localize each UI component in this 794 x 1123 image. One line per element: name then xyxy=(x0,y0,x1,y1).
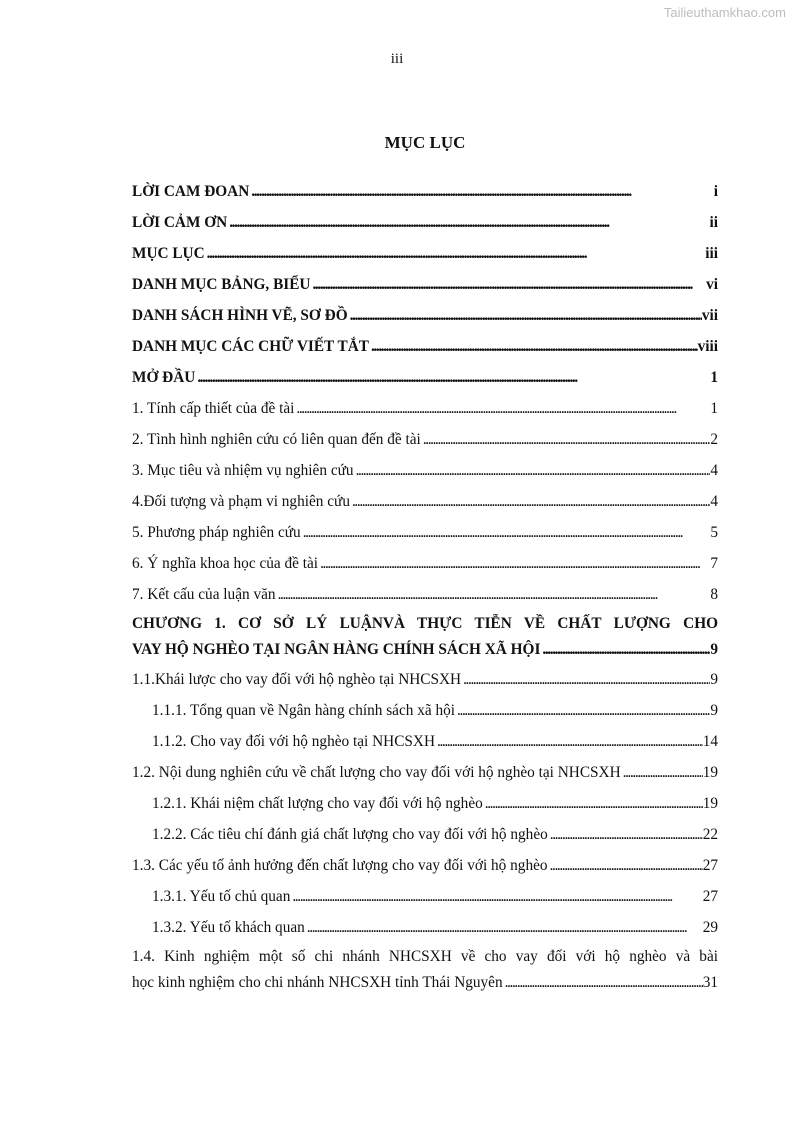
dot-leader xyxy=(249,182,713,202)
toc-entry[interactable] xyxy=(132,668,718,690)
toc-entry-page: 1 xyxy=(710,400,718,417)
toc-entry[interactable] xyxy=(152,792,718,814)
toc-entry-label: học kinh nghiệm cho chi nhánh NHCSXH tỉnh Thái Nguyên xyxy=(132,974,503,991)
dot-leader xyxy=(310,275,706,295)
toc-section-line1[interactable]: 1.4. Kinh nghiệm một số chi nhánh NHCSXH về cho vay đối với hộ nghèo và bài xyxy=(132,948,718,965)
dot-leader xyxy=(421,430,711,450)
toc-entry-page: 2 xyxy=(710,431,718,448)
dot-leader xyxy=(503,973,703,993)
toc-chapter-line1[interactable]: CHƯƠNG 1. CƠ SỞ LÝ LUẬNVÀ THỰC TIỄN VỀ CHẤT LƯỢNG CHO xyxy=(132,615,718,632)
toc-entry[interactable] xyxy=(152,699,718,721)
toc-entry-label: LỜI CAM ĐOAN xyxy=(132,183,250,200)
toc-entry[interactable] xyxy=(132,211,718,233)
toc-entry[interactable] xyxy=(132,397,718,419)
page-number: iii xyxy=(390,51,404,67)
toc-entry-page: ii xyxy=(709,214,718,231)
toc-entry-page: 9 xyxy=(710,671,718,688)
toc-entry-label: 1.2. Nội dung nghiên cứu về chất lượng cho vay đối với hộ nghèo tại NHCSXH xyxy=(132,764,621,781)
toc-entry-page: 19 xyxy=(702,764,718,781)
toc-entry[interactable] xyxy=(132,242,718,264)
toc-entry-label: DANH SÁCH HÌNH VẼ, SƠ ĐỒ xyxy=(132,307,348,324)
dot-leader xyxy=(455,701,710,721)
dot-leader xyxy=(483,794,703,814)
dot-leader xyxy=(354,461,711,481)
toc-entry-label: MỞ ĐẦU xyxy=(132,369,196,386)
dot-leader xyxy=(301,523,711,543)
dot-leader xyxy=(305,918,703,938)
toc-entry[interactable] xyxy=(132,459,718,481)
toc-entry-label: DANH MỤC BẢNG, BIỂU xyxy=(132,276,311,293)
toc-entry-label: 1.2.2. Các tiêu chí đánh giá chất lượng cho vay đối với hộ nghèo xyxy=(152,826,548,843)
toc-entry-page: 19 xyxy=(702,795,718,812)
toc-entry[interactable] xyxy=(132,428,718,450)
toc-entry-page: iii xyxy=(705,245,718,262)
toc-entry[interactable] xyxy=(132,335,718,357)
toc-entry[interactable] xyxy=(132,180,718,202)
page-title: MỤC LỤC xyxy=(384,133,466,152)
toc-entry-page: 4 xyxy=(710,462,718,479)
dot-leader xyxy=(461,670,710,690)
toc-entry-label: 7. Kết cấu của luận văn xyxy=(132,586,276,603)
dot-leader xyxy=(205,244,706,264)
toc-entry-page: 29 xyxy=(702,919,718,936)
toc-entry-page: vii xyxy=(701,307,718,324)
toc-entry-page: 27 xyxy=(702,888,718,905)
toc-entry[interactable] xyxy=(132,971,718,993)
dot-leader xyxy=(276,585,711,605)
toc-entry-label: 1.3.1. Yếu tố chủ quan xyxy=(152,888,291,905)
toc-entry-page: 9 xyxy=(710,641,718,658)
toc-entry[interactable] xyxy=(132,638,718,660)
dot-leader xyxy=(290,887,702,907)
dot-leader xyxy=(348,306,702,326)
toc-entry[interactable] xyxy=(152,823,718,845)
dot-leader xyxy=(548,856,703,876)
toc-entry-page: 27 xyxy=(702,857,718,874)
toc-entry-label: 6. Ý nghĩa khoa học của đề tài xyxy=(132,555,319,572)
toc-entry-label: DANH MỤC CÁC CHỮ VIẾT TẮT xyxy=(132,338,369,355)
toc-entry-label: 4.Đối tượng và phạm vi nghiên cứu xyxy=(132,493,350,510)
dot-leader xyxy=(435,732,703,752)
toc-entry-label: 1.1.Khái lược cho vay đối với hộ nghèo tại NHCSXH xyxy=(132,671,462,688)
toc-entry[interactable] xyxy=(132,761,718,783)
dot-leader xyxy=(227,213,709,233)
toc-entry-page: i xyxy=(713,183,718,200)
toc-entry-label: 2. Tình hình nghiên cứu có liên quan đến đề tài xyxy=(132,431,421,448)
toc-entry-page: 31 xyxy=(702,974,718,991)
toc-entry-page: vi xyxy=(706,276,718,293)
watermark: Tailieuthamkhao.com xyxy=(663,5,786,20)
toc-entry[interactable] xyxy=(132,273,718,295)
dot-leader xyxy=(195,368,710,388)
toc-entry-label: 1.3. Các yếu tố ảnh hưởng đến chất lượng cho vay đối với hộ nghèo xyxy=(132,857,548,874)
toc-entry-page: 22 xyxy=(702,826,718,843)
dot-leader xyxy=(548,825,703,845)
toc-entry-label: 3. Mục tiêu và nhiệm vụ nghiên cứu xyxy=(132,462,354,479)
toc-entry-label: 1.3.2. Yếu tố khách quan xyxy=(152,919,305,936)
toc-entry[interactable] xyxy=(132,490,718,512)
toc-entry-label: 1. Tính cấp thiết của đề tài xyxy=(132,400,295,417)
toc-entry[interactable] xyxy=(132,366,718,388)
toc-entry-page: 4 xyxy=(710,493,718,510)
toc-entry-label: VAY HỘ NGHÈO TẠI NGÂN HÀNG CHÍNH SÁCH XÃ HỘI xyxy=(132,641,541,658)
toc-entry[interactable] xyxy=(132,521,718,543)
toc-entry[interactable] xyxy=(132,552,718,574)
dot-leader xyxy=(540,640,710,660)
toc-entry[interactable] xyxy=(132,583,718,605)
toc-entry[interactable] xyxy=(152,885,718,907)
toc-entry-label: LỜI CẢM ƠN xyxy=(132,214,228,231)
toc-entry-label: 1.2.1. Khái niệm chất lượng cho vay đối với hộ nghèo xyxy=(152,795,483,812)
toc-entry-label: 5. Phương pháp nghiên cứu xyxy=(132,524,301,541)
dot-leader xyxy=(369,337,698,357)
toc-entry-label: 1.1.2. Cho vay đối với hộ nghèo tại NHCSXH xyxy=(152,733,435,750)
toc-entry-page: 1 xyxy=(710,369,718,386)
dot-leader xyxy=(350,492,710,512)
dot-leader xyxy=(318,554,710,574)
toc-entry-label: MỤC LỤC xyxy=(132,245,205,262)
dot-leader xyxy=(294,399,710,419)
toc-entry[interactable] xyxy=(132,304,718,326)
toc-entry[interactable] xyxy=(152,730,718,752)
toc-entry-page: viii xyxy=(697,338,718,355)
toc-entry-page: 8 xyxy=(710,586,718,603)
toc-entry-page: 9 xyxy=(710,702,718,719)
toc-entry-page: 14 xyxy=(702,733,718,750)
toc-entry[interactable] xyxy=(152,916,718,938)
toc-entry[interactable] xyxy=(132,854,718,876)
toc-entry-label: 1.1.1. Tổng quan về Ngân hàng chính sách xã hội xyxy=(152,702,456,719)
toc-entry-page: 5 xyxy=(710,524,718,541)
dot-leader xyxy=(621,763,703,783)
toc-entry-page: 7 xyxy=(710,555,718,572)
